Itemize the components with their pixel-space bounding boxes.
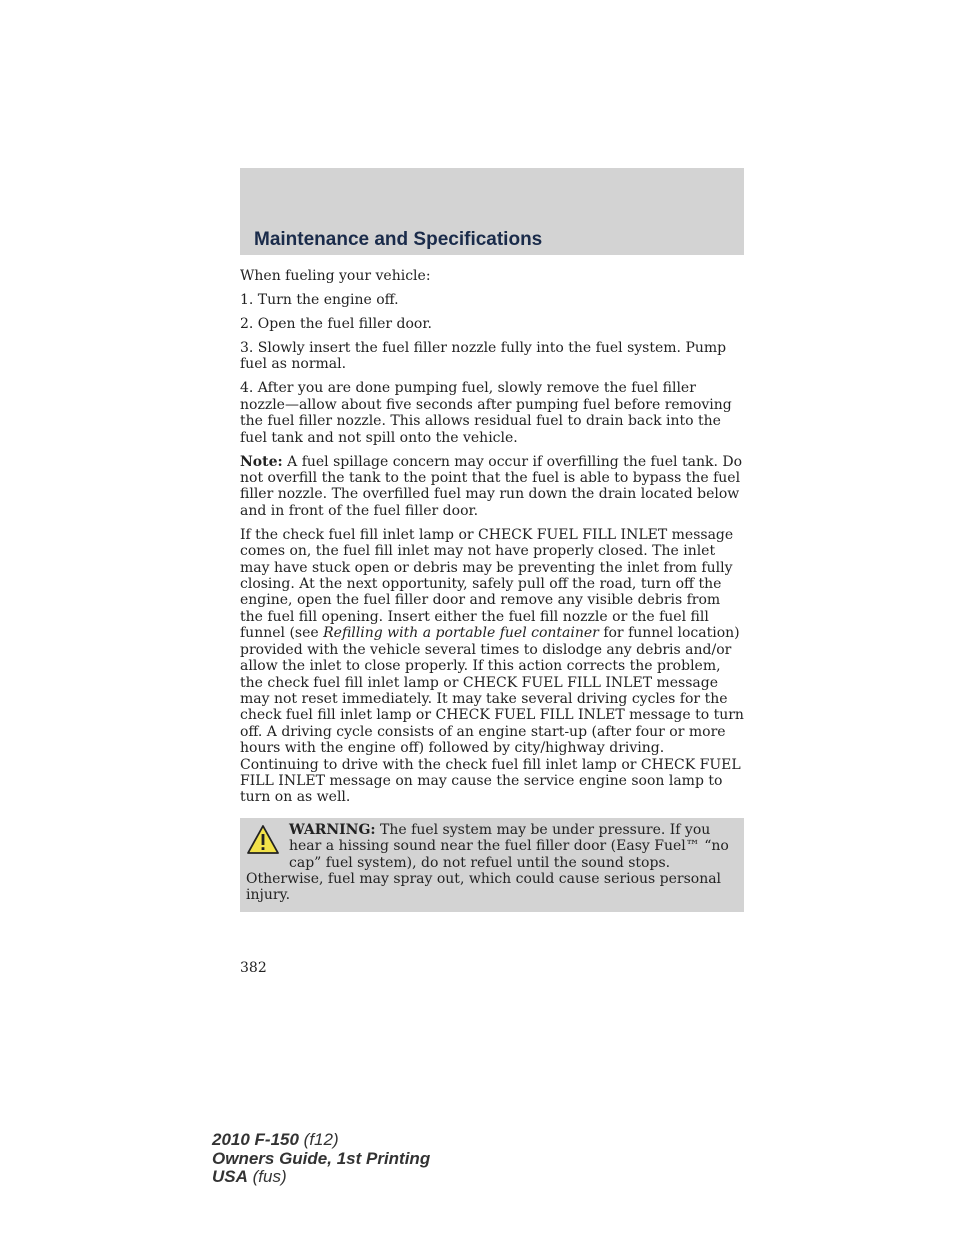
section-title: Maintenance and Specifications [254,229,543,250]
warning-box [240,818,744,912]
paragraph-text-2: for funnel location) provided with the vehicle several times to dislodge any debris and/or allow the inlet to close properly. If this action corrects the problem, the check fuel fill inlet lamp or CHECK FUEL FILL INLET message may not reset immediately. It may take several driving cycles for the check fuel fill inlet lamp or CHECK FUEL FILL INLET message to turn off. A driving cycle consists of an engine start-up (after four or more hours with the engine off) followed by city/highway driving. Continuing to drive with the check fuel fill inlet lamp or CHECK FUEL FILL INLET message on may cause the service engine soon lamp to turn on as well. [240,625,744,806]
note-paragraph [240,454,744,520]
footer-region: USA [212,1167,248,1186]
warning-text: The fuel system may be under pressure. If you hear a hissing sound near the fuel filler door (Easy Fuel™ “no cap” fuel system), do not refuel until the sound stops. Otherwise, fuel may spray out, which could cause serious personal injury. [246,821,729,904]
intro-text: When fueling your vehicle: [240,268,431,284]
footer-line-3 [212,1168,430,1187]
footer-line-1 [212,1131,430,1150]
page-body [240,268,744,912]
note-label: Note: [240,453,283,470]
footer-model: 2010 F-150 [212,1130,299,1149]
page-number: 382 [240,960,267,976]
footer-region-code: (fus) [247,1167,287,1186]
footer [212,1131,430,1187]
footer-line-2: Owners Guide, 1st Printing [212,1148,431,1168]
step-3: 3. Slowly insert the fuel filler nozzle fully into the fuel system. Pump fuel as normal. [240,340,727,373]
footer-model-code: (f12) [298,1130,339,1149]
step-1: 1. Turn the engine off. [240,292,399,308]
paragraph-text-1: If the check fuel fill inlet lamp or CHECK FUEL FILL INLET message comes on, the fuel fill inlet may not have properly closed. The inlet may have stuck open or debris may be preventing the inlet from fully closing. At the next opportunity, safely pull off the road, turn off the engine, open the fuel filler door and remove any visible debris from the fuel fill opening. Insert either the fuel fill nozzle or the fuel fill funnel (see [240,526,734,642]
note-text: A fuel spillage concern may occur if overfilling the fuel tank. Do not overfill the tank to the point that the fuel is able to bypass the fuel filler nozzle. The overfilled fuel may run down the drain located below and in front of the fuel filler door. [240,453,742,519]
step-4: 4. After you are done pumping fuel, slowly remove the fuel filler nozzle—allow about five seconds after pumping fuel before removing the fuel filler nozzle. This allows residual fuel to drain back into the fuel tank and not spill onto the vehicle. [240,380,732,446]
warning-triangle-icon [246,823,280,857]
step-2: 2. Open the fuel filler door. [240,316,432,332]
fuel-inlet-paragraph [240,527,744,806]
warning-label: WARNING: [289,821,376,838]
cross-reference: Refilling with a portable fuel container [323,625,599,642]
section-header [240,168,744,255]
